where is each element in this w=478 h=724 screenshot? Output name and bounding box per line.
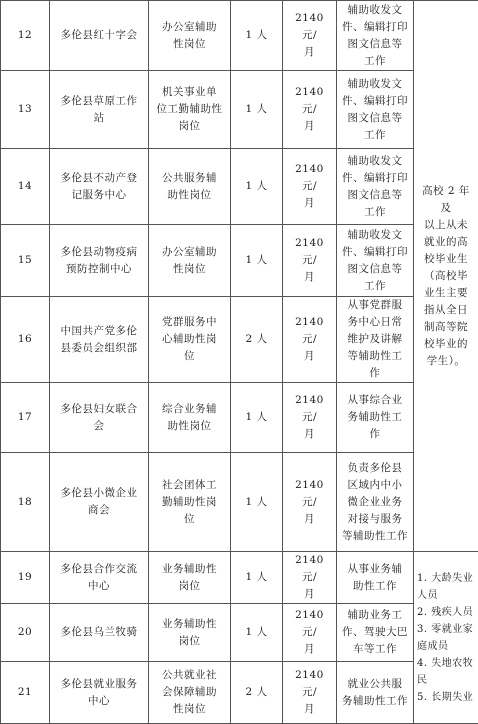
duty-cell: 从事业务辅 助性工作 (337, 552, 414, 604)
duty-cell: 辅助收发文 件、编辑打印 图文信息等 工作 (337, 225, 414, 297)
salary-cell: 2140 元/ 月 (283, 297, 337, 383)
headcount-cell: 2 人 (231, 297, 283, 383)
employer-cell: 多伦县合作交流 中心 (50, 552, 149, 604)
row-number: 18 (1, 453, 50, 552)
post-cell: 办公室辅助 性岗位 (149, 225, 231, 297)
headcount-cell: 1 人 (231, 149, 283, 225)
row-number: 19 (1, 552, 50, 604)
table-row (1, 225, 478, 297)
row-number: 12 (1, 1, 50, 71)
duty-cell: 负责多伦县 区域内中小 微企业业务 对接与服务 等辅助性工作 (337, 453, 414, 552)
employer-cell: 多伦县小微企业 商会 (50, 453, 149, 552)
salary-cell: 2140 元/ 月 (283, 604, 337, 662)
headcount-cell: 1 人 (231, 453, 283, 552)
post-cell: 业务辅助性 岗位 (149, 604, 231, 662)
employer-cell: 多伦县动物疫病 预防控制中心 (50, 225, 149, 297)
table-row (1, 383, 478, 453)
post-cell: 综合业务辅 助性岗位 (149, 383, 231, 453)
table-row (1, 71, 478, 149)
row-number: 16 (1, 297, 50, 383)
post-cell: 党群服务中 心辅助性岗 位 (149, 297, 231, 383)
employer-cell: 多伦县乌兰牧骑 (50, 604, 149, 662)
employer-cell: 多伦县草原工作 站 (50, 71, 149, 149)
duty-cell: 辅助收发文 件、编辑打印 图文信息等 工作 (337, 1, 414, 71)
salary-cell: 2140 元/ 月 (283, 453, 337, 552)
headcount-cell: 1 人 (231, 552, 283, 604)
headcount-cell: 1 人 (231, 71, 283, 149)
headcount-cell: 2 人 (231, 662, 283, 724)
salary-cell: 2140 元/ 月 (283, 662, 337, 724)
table-row (1, 149, 478, 225)
row-number: 21 (1, 662, 50, 724)
duty-cell: 就业公共服 务辅助性工作 (337, 662, 414, 724)
employer-cell: 多伦县就业服务 中心 (50, 662, 149, 724)
salary-cell: 2140 元/ 月 (283, 149, 337, 225)
post-cell: 公共就业社 会保障辅助 性岗位 (149, 662, 231, 724)
salary-cell: 2140 元/ 月 (283, 1, 337, 71)
headcount-cell: 1 人 (231, 383, 283, 453)
table-row (1, 297, 478, 383)
row-number: 20 (1, 604, 50, 662)
table-row (1, 662, 478, 724)
post-cell: 办公室辅助 性岗位 (149, 1, 231, 71)
row-number: 14 (1, 149, 50, 225)
table-row (1, 552, 478, 604)
employer-cell: 多伦县妇女联合 会 (50, 383, 149, 453)
table-row (1, 453, 478, 552)
duty-cell: 辅助收发文 件、编辑打印 图文信息等 工作 (337, 149, 414, 225)
salary-cell: 2140 元/ 月 (283, 552, 337, 604)
salary-cell: 2140 元/ 月 (283, 71, 337, 149)
duty-cell: 辅助收发文 件、编辑打印 图文信息等 工作 (337, 71, 414, 149)
table-row (1, 1, 478, 71)
salary-cell: 2140 元/ 月 (283, 225, 337, 297)
employer-cell: 多伦县红十字会 (50, 1, 149, 71)
post-cell: 业务辅助性 岗位 (149, 552, 231, 604)
requirement-cell-graduates: 高校 2 年及 以上从未 就业的高 校毕业生 （高校毕 业生主要 指从全日 制高等院 校毕业的 学生）。 (414, 1, 478, 552)
row-number: 17 (1, 383, 50, 453)
post-cell: 机关事业单 位工勤辅助性 岗位 (149, 71, 231, 149)
table-row (1, 604, 478, 662)
headcount-cell: 1 人 (231, 604, 283, 662)
salary-cell: 2140 元/ 月 (283, 383, 337, 453)
headcount-cell: 1 人 (231, 225, 283, 297)
post-cell: 公共服务辅 助性岗位 (149, 149, 231, 225)
row-number: 15 (1, 225, 50, 297)
duty-cell: 从事综合业 务辅助性工 作 (337, 383, 414, 453)
employer-cell: 中国共产党多伦 县委员会组织部 (50, 297, 149, 383)
employer-cell: 多伦县不动产登 记服务中心 (50, 149, 149, 225)
duty-cell: 从事党群服 务中心日常 维护及讲解 等辅助性工 作 (337, 297, 414, 383)
row-number: 13 (1, 71, 50, 149)
headcount-cell: 1 人 (231, 1, 283, 71)
duty-cell: 辅助业务工 作、驾驶大巴 车等工作 (337, 604, 414, 662)
post-cell: 社会团体工 勤辅助性岗 位 (149, 453, 231, 552)
requirement-cell-disadvantaged: 1. 大龄失业 人员 2. 残疾人员 3. 零就业家 庭成员 4. 失地农牧 民 5. 长期失业 (414, 552, 478, 724)
